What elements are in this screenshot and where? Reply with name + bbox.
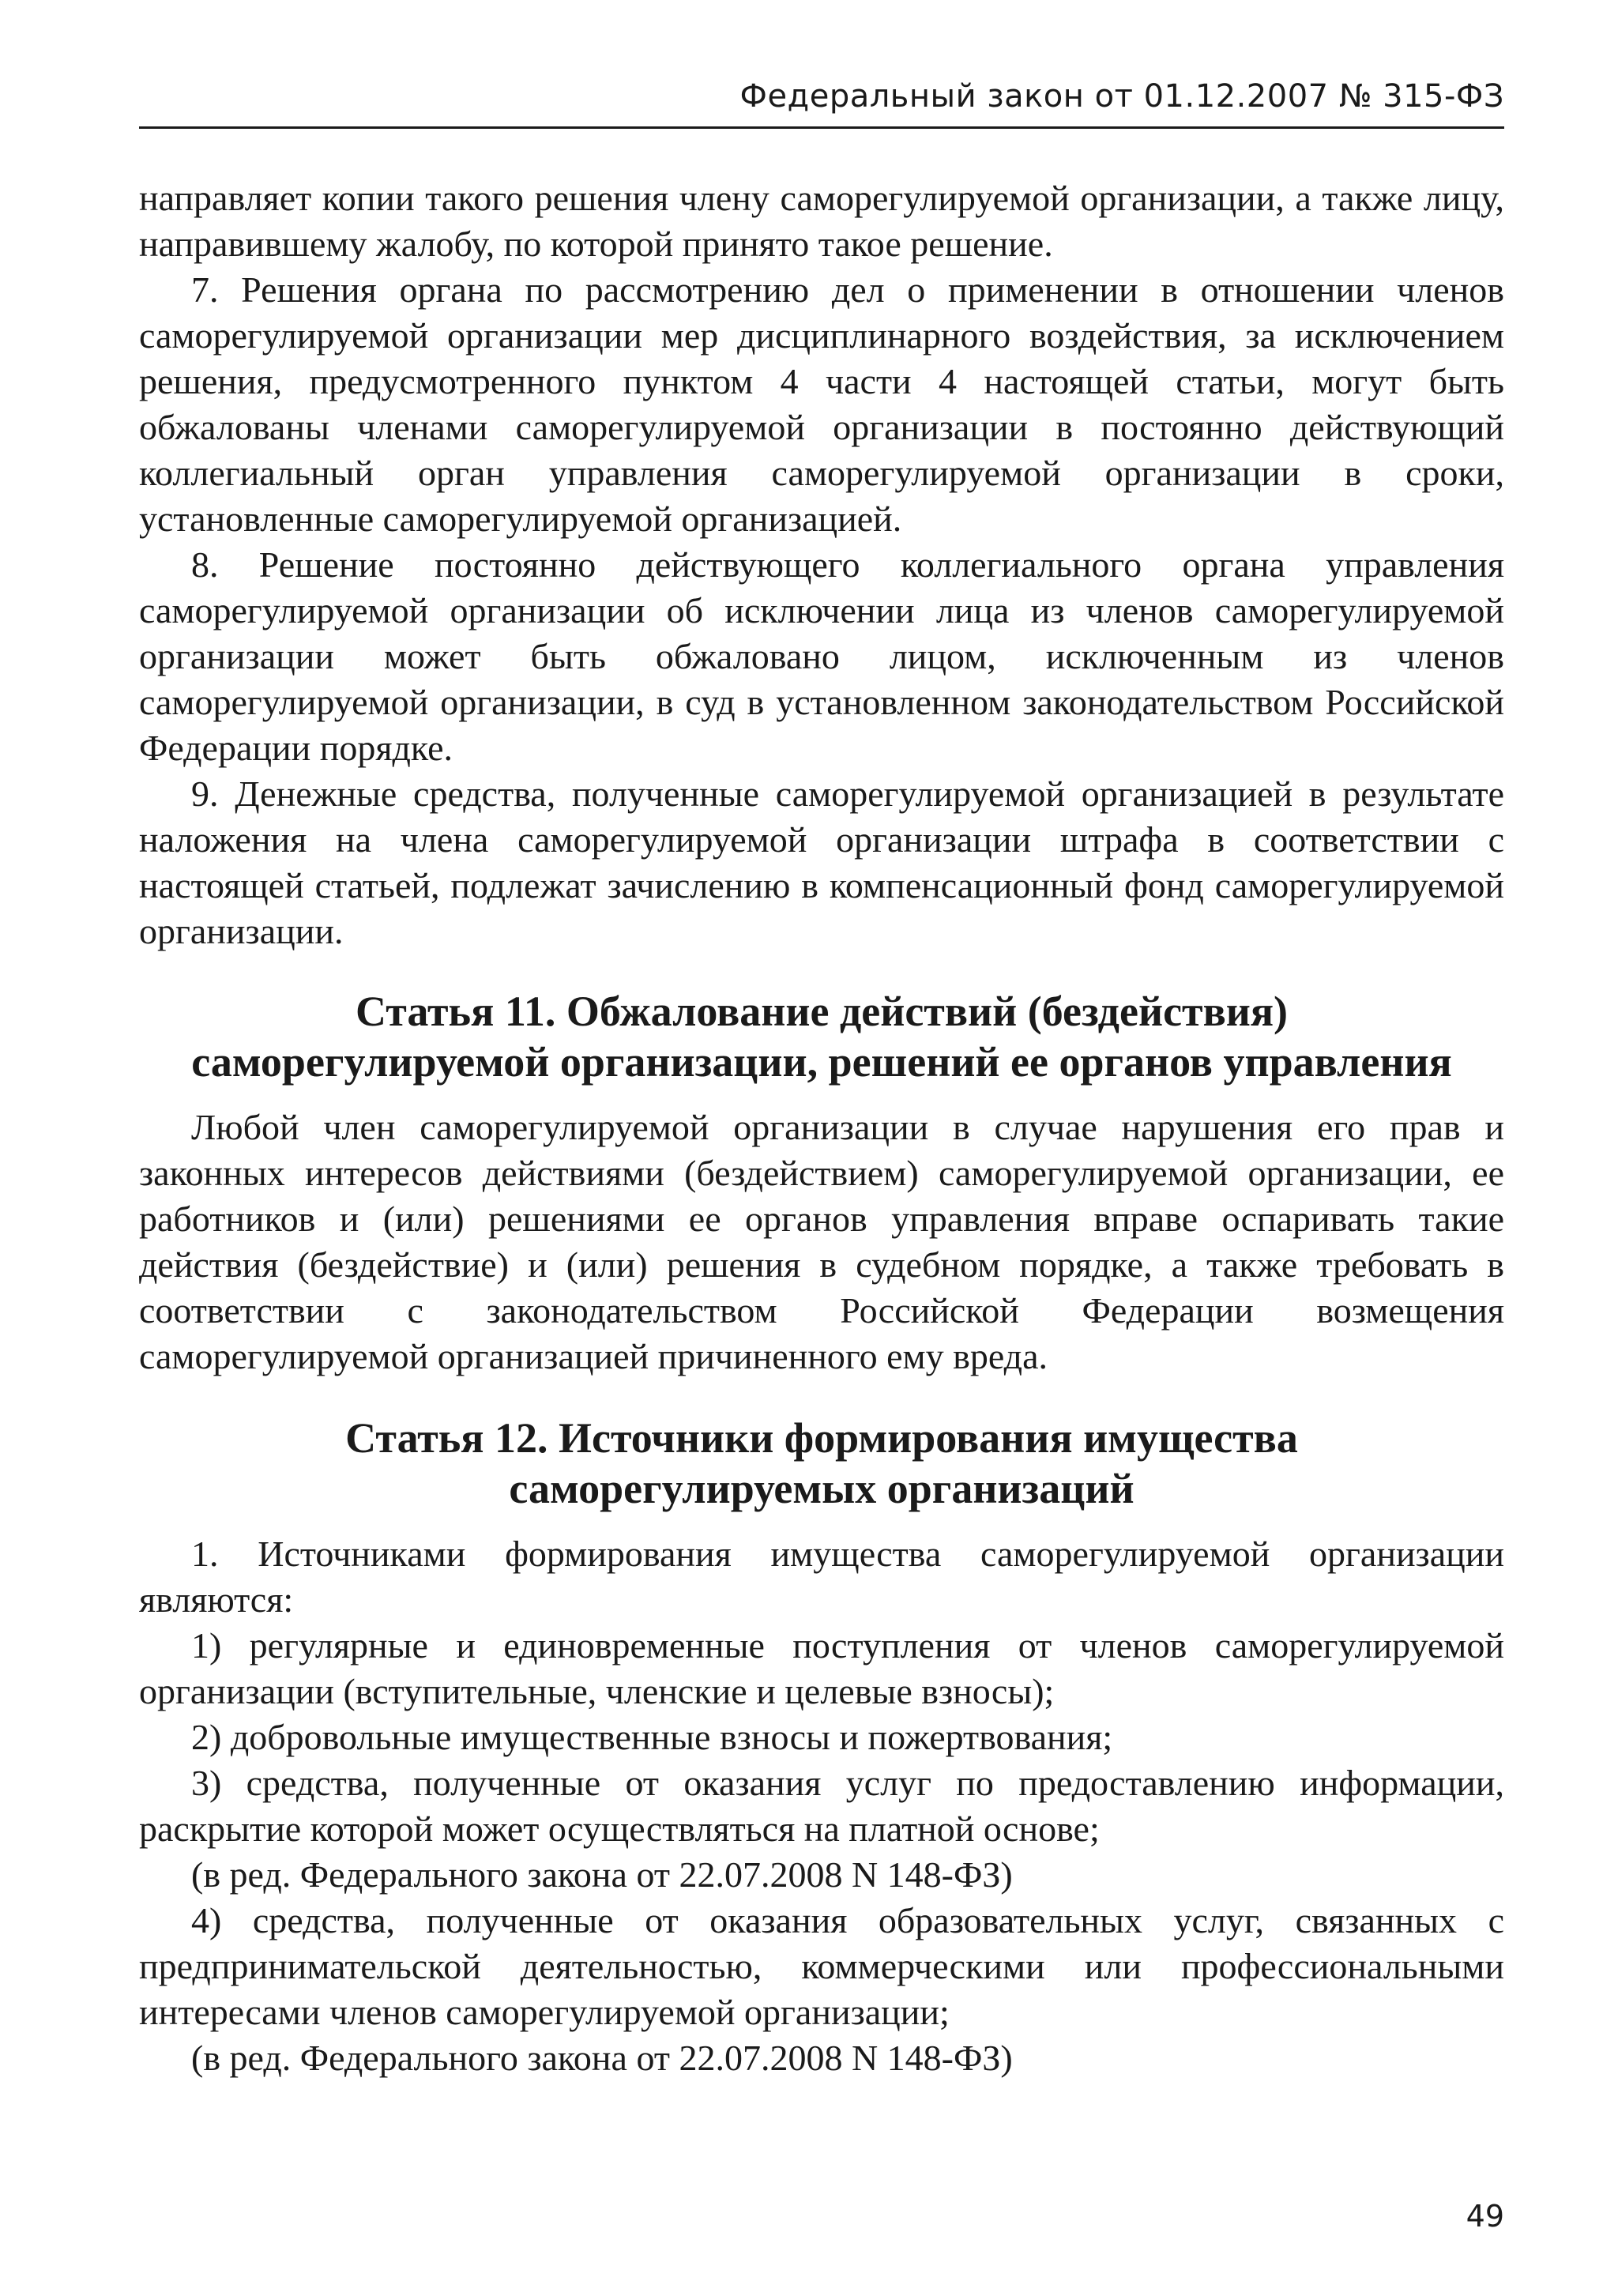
page-content (139, 175, 1504, 2081)
paragraph-9: 9. Денежные средства, полученные саморегулируемой организацией в результате наложения на члена саморегулируемой организации штрафа в соответствии с настоящей статьей, подлежат зачислению в компенсационный фонд саморегулируемой организации. (139, 773, 1504, 951)
article-11-title-line-2: саморегулируемой организации, решений ее органов управления (191, 1038, 1452, 1086)
running-header: Федеральный закон от 01.12.2007 № 315-ФЗ (739, 78, 1504, 115)
amendment-note-1: (в ред. Федерального закона от 22.07.2008 N 148-ФЗ) (191, 1854, 1013, 1895)
article-12-heading (139, 1413, 1504, 1514)
amendment-note-2: (в ред. Федерального закона от 22.07.2008 N 148-ФЗ) (191, 2038, 1013, 2078)
article-12-title-line-2: саморегулируемых организаций (509, 1465, 1134, 1512)
article-11-text: Любой член саморегулируемой организации в случае нарушения его прав и законных интересов действиями (бездействием) саморегулируемой организации, ее работников и (или) решениями ее органов управления вправе оспаривать такие действия (бездействие) и (или) решения в судебном порядке, а также требовать в соответствии с законодательством Российской Федерации возмещения саморегулируемой организацией причиненного ему вреда. (139, 1107, 1504, 1376)
article-12-item-4: 4) средства, полученные от оказания образовательных услуг, связанных с предпринимательской деятельностью, коммерческими или профессиональными интересами членов саморегулируемой организации; (139, 1900, 1504, 2032)
paragraph-8: 8. Решение постоянно действующего коллегиального органа управления саморегулируемой организации об исключении лица из членов саморегулируемой организации может быть обжаловано лицом, исключенным из членов саморегулируемой организации, в суд в установленном законодательством Российской Федерации порядке. (139, 544, 1504, 768)
article-12-title-line-1: Статья 12. Источники формирования имущества (345, 1414, 1298, 1462)
article-12-item-3: 3) средства, полученные от оказания услуг по предоставлению информации, раскрытие которой может осуществляться на платной основе; (139, 1763, 1504, 1849)
header-rule (139, 126, 1504, 129)
paragraph-continuation: направляет копии такого решения члену саморегулируемой организации, а также лицу, направившему жалобу, по которой принято такое решение. (139, 178, 1504, 264)
article-12-item-2: 2) добровольные имущественные взносы и пожертвования; (191, 1717, 1113, 1757)
article-11-heading (139, 986, 1504, 1087)
article-12-paragraph-1: 1. Источниками формирования имущества саморегулируемой организации являются: (139, 1534, 1504, 1620)
paragraph-7: 7. Решения органа по рассмотрению дел о применении в отношении членов саморегулируемой организации мер дисциплинарного воздействия, за исключением решения, предусмотренного пунктом 4 части 4 настоящей статьи, могут быть обжалованы членами саморегулируемой организации в постоянно действующий коллегиальный орган управления саморегулируемой организации в сроки, установленные саморегулируемой организацией. (139, 269, 1504, 539)
article-12-item-1: 1) регулярные и единовременные поступления от членов саморегулируемой организации (вступительные, членские и целевые взносы); (139, 1625, 1504, 1711)
article-11-title-line-1: Статья 11. Обжалование действий (бездействия) (355, 988, 1289, 1035)
page-number: 49 (1466, 2199, 1504, 2234)
